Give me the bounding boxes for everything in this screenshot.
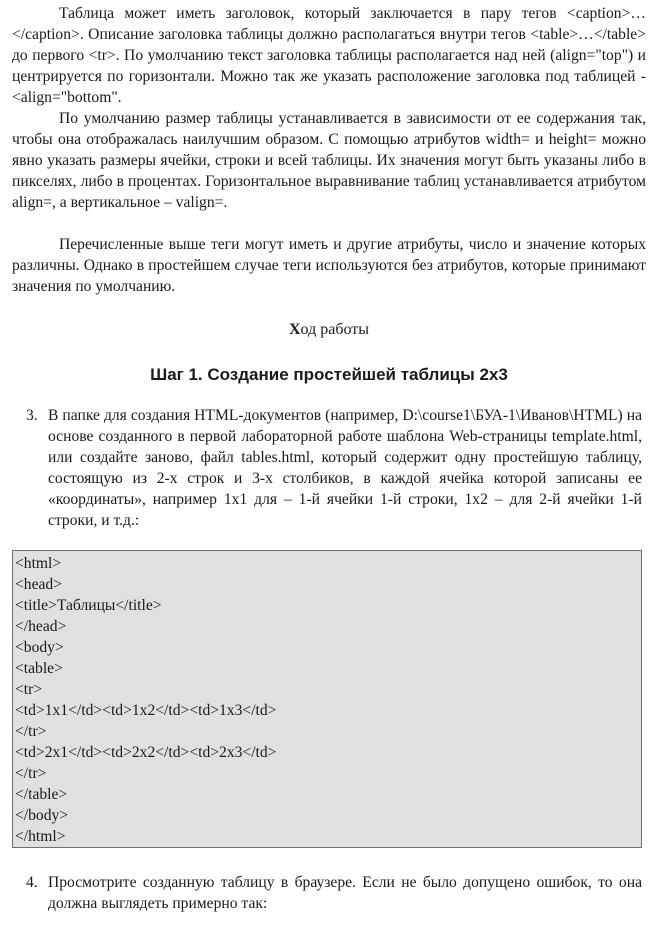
list-item-number: 4. bbox=[26, 874, 38, 891]
list-item bbox=[12, 405, 646, 531]
section-heading-initial: Х bbox=[288, 321, 301, 338]
code-line: </tr> bbox=[15, 723, 47, 740]
code-line: <html> bbox=[15, 555, 62, 572]
step-title: Шаг 1. Создание простейшей таблицы 2x3 bbox=[150, 365, 508, 384]
list-item-text: В папке для создания HTML-документов (например, D:\course1\БУА-1\Иванов\HTML) на основе созданного в первой лабораторной работе шаблона Web-страницы template.html, или создайте заново, файл tables.html, который содержит одну простейшую таблицу, состоящую из 2-х строк и 3-х столбиков, в каждой ячейка которой записаны ее «координаты», например 1x1 для – 1-й ячейки 1-й строки, 1x2 – для 2-й ячейки 1-й строки, и т.д.: bbox=[48, 407, 642, 529]
section-heading bbox=[12, 319, 646, 341]
code-line: <body> bbox=[15, 639, 64, 656]
paragraph-caption: Таблица может иметь заголовок, который заключается в пару тегов <caption>…</caption>. Описание заголовка таблицы должно располагаться внутри тегов <table>…</table> до первого <tr>. По умолчанию текст заголовка таблицы располагается над ней (align="top") и центрируется по горизонтали. Можно так же указать расположение заголовка под таблицей - <align="bottom". bbox=[12, 5, 646, 106]
code-listing bbox=[12, 550, 642, 848]
paragraph-attributes: Перечисленные выше теги могут иметь и другие атрибуты, число и значение которых различны. Однако в простейшем случае теги используются без атрибутов, которые принимают значения по умолчанию. bbox=[12, 236, 646, 295]
code-line: </head> bbox=[15, 618, 67, 635]
code-line: </tr> bbox=[15, 765, 47, 782]
list-item bbox=[12, 872, 646, 914]
code-line: </table> bbox=[15, 786, 68, 803]
code-line: </html> bbox=[15, 828, 66, 845]
code-line: <td>1x1</td><td>1x2</td><td>1x3</td> bbox=[15, 702, 277, 719]
list-item-number: 3. bbox=[26, 407, 38, 424]
code-line: </body> bbox=[15, 807, 69, 824]
code-line: <td>2x1</td><td>2x2</td><td>2x3</td> bbox=[15, 744, 277, 761]
paragraph-size: По умолчанию размер таблицы устанавливается в зависимости от ее содержания так, чтобы она отображалась наилучшим образом. С помощью атрибутов width= и height= можно явно указать размеры ячейки, строки и всей таблицы. Их значения могут быть указаны либо в пикселях, либо в процентах. Горизонтальное выравнивание таблиц устанавливается атрибутом align=, а вертикальное – valign=. bbox=[12, 110, 646, 211]
section-heading-rest: од работы bbox=[300, 321, 369, 338]
code-line: <tr> bbox=[15, 681, 43, 698]
list-item-text: Просмотрите созданную таблицу в браузере. Если не было допущено ошибок, то она должна выглядеть примерно так: bbox=[48, 874, 642, 912]
code-line: <table> bbox=[15, 660, 63, 677]
code-line: <title>Таблицы</title> bbox=[15, 597, 162, 614]
code-line: <head> bbox=[15, 576, 63, 593]
